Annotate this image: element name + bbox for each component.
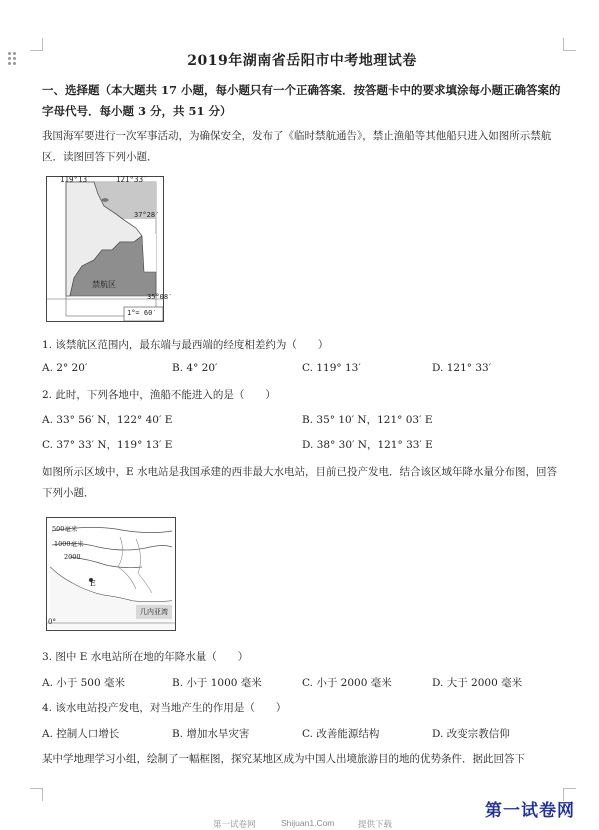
footer-site-url[interactable]: Shijuan1.Com xyxy=(281,818,335,828)
q1-option-c[interactable]: C. 119° 13′ xyxy=(302,362,361,374)
crop-mark-top-right xyxy=(563,38,576,51)
footer-download-text: 提供下载 xyxy=(358,819,393,829)
map1-scale: 1°= 60′ xyxy=(127,309,157,317)
q4-option-c[interactable]: C. 改善能源结构 xyxy=(302,728,380,740)
drag-handle-icon[interactable] xyxy=(8,52,18,66)
q1-option-a[interactable]: A. 2° 20′ xyxy=(42,362,88,374)
map-prohibited-zone xyxy=(46,175,173,322)
isoline-2000-label: 2000 xyxy=(64,553,81,561)
footer-site-name: 第一试卷网 xyxy=(213,819,256,829)
passage-intro-3: 某中学地理学习小组，绘制了一幅框图，探究某地区成为中国人出境旅游目的地的优势条件．据此回答下 xyxy=(42,753,525,765)
q1-option-d[interactable]: D. 121° 33′ xyxy=(432,362,492,374)
q2-option-c[interactable]: C. 37° 33′ N，119° 13′ E xyxy=(42,439,173,451)
question-4-stem: 4. 该水电站投产发电，对当地产生的作用是（ ） xyxy=(42,702,287,714)
isoline-1000-label: 1000毫米 xyxy=(54,540,84,548)
brand-watermark: 第一试卷网 xyxy=(485,801,575,821)
q3-option-b[interactable]: B. 小于 1000 毫米 xyxy=(172,677,262,689)
question-3-stem: 3. 图中 E 水电站所在地的年降水量（ ） xyxy=(42,651,249,663)
map1-lat-bottom: 35°08′ xyxy=(147,293,173,301)
q3-option-c[interactable]: C. 小于 2000 毫米 xyxy=(302,677,392,689)
map1-lon-left: 119°13′ xyxy=(60,175,92,184)
question-1-stem: 1. 该禁航区范围内，最东端与最西端的经度相差约为（ ） xyxy=(42,339,329,351)
crop-mark-bottom-left xyxy=(30,788,43,801)
gulf-label: 几内亚湾 xyxy=(140,608,168,616)
q4-option-d[interactable]: D. 改变宗教信仰 xyxy=(432,728,510,740)
q2-option-a[interactable]: A. 33° 56′ N，122° 40′ E xyxy=(42,414,173,426)
isoline-500-label: 500毫米 xyxy=(52,525,78,533)
q2-option-b[interactable]: B. 35° 10′ N，121° 03′ E xyxy=(302,414,433,426)
map1-lat-top: 37°28′ xyxy=(134,211,160,219)
map-precipitation xyxy=(46,517,176,631)
question-2-stem: 2. 此时，下列各地中，渔船不能进入的是（ ） xyxy=(42,389,276,401)
q1-option-b[interactable]: B. 4° 20′ xyxy=(172,362,218,374)
map1-lon-right: 121°33′ xyxy=(116,175,148,184)
q4-option-a[interactable]: A. 控制人口增长 xyxy=(42,728,120,740)
q3-option-a[interactable]: A. 小于 500 毫米 xyxy=(42,677,125,689)
page-title: 2019年湖南省岳阳市中考地理试卷 xyxy=(187,53,417,69)
map1-zone-label: 禁航区 xyxy=(92,280,116,289)
equator-label: 0° xyxy=(48,618,56,626)
passage-intro-2: 如图所示区域中，E 水电站是我国承建的西非最大水电站，目前已投产发电．结合该区域年降水量分布图，回答下列小题． xyxy=(42,466,558,499)
passage-intro-1: 我国海军要进行一次军事活动，为确保安全，发布了《临时禁航通告》，禁止渔船等其他船只进入如图所示禁航区．读图回答下列小题． xyxy=(42,130,552,163)
q3-option-d[interactable]: D. 大于 2000 毫米 xyxy=(432,677,523,689)
q2-option-d[interactable]: D. 38° 30′ N，121° 33′ E xyxy=(302,439,433,451)
q4-option-b[interactable]: B. 增加水旱灾害 xyxy=(172,728,250,740)
station-e-label: E xyxy=(90,579,96,588)
section-heading: 一、选择题（本大题共 17 小题，每小题只有一个正确答案．按答题卡中的要求填涂每小题正确答案的字母代号．每小题 3 分，共 51 分） xyxy=(42,83,561,118)
